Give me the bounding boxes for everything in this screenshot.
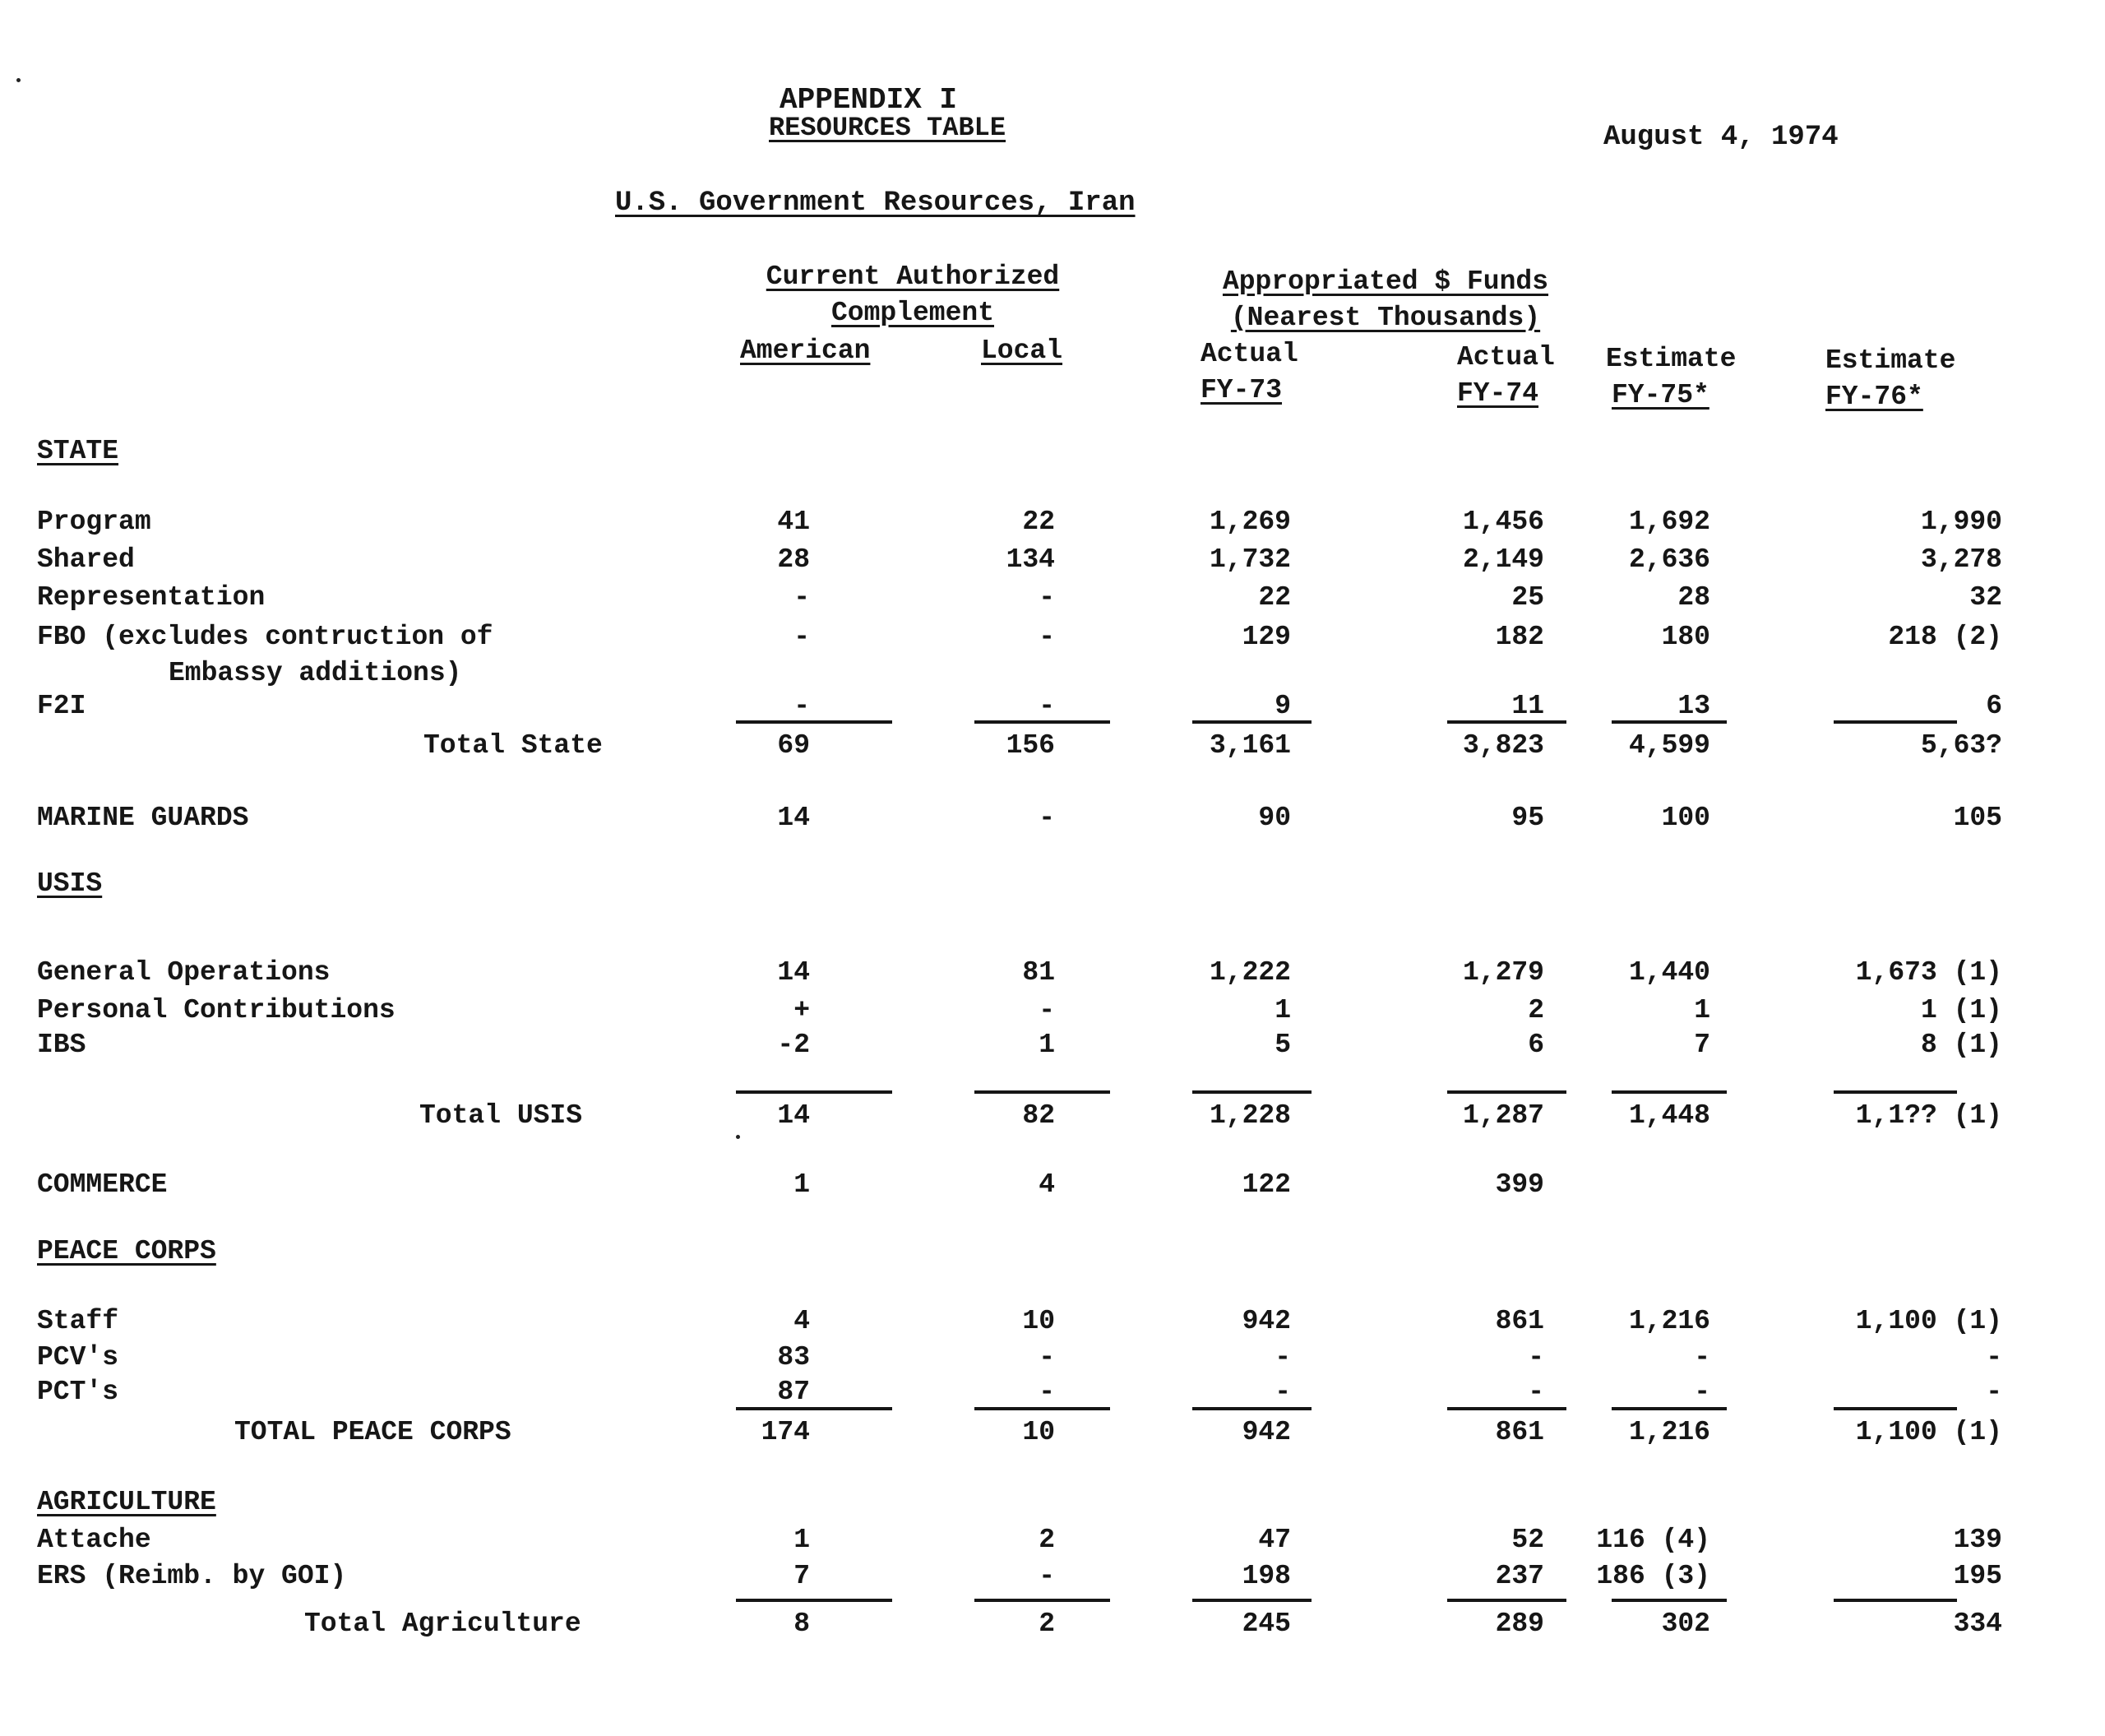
total-rule	[1612, 1407, 1727, 1410]
cell-local: 134	[1006, 544, 1055, 575]
cell-fy75: 302	[1661, 1609, 1710, 1639]
cell-fy75: 1,440	[1628, 957, 1710, 988]
cell-fy76: -	[1986, 1377, 2002, 1407]
total-rule	[1447, 1090, 1566, 1094]
total-label: Total State	[423, 730, 603, 761]
total-rule	[1612, 720, 1727, 724]
cell-fy73: 47	[1258, 1525, 1291, 1555]
cell-fy75: 28	[1677, 582, 1710, 613]
cell-local: -	[1039, 803, 1055, 833]
section-heading: STATE	[37, 436, 119, 466]
cell-fy76: 1,673 (1)	[1855, 957, 2002, 988]
page-title: U.S. Government Resources, Iran	[615, 187, 1136, 219]
cell-american: 14	[777, 1100, 810, 1131]
total-rule	[1834, 1407, 1957, 1410]
total-rule	[736, 1090, 892, 1094]
row-label: Personal Contributions	[37, 995, 396, 1025]
row-label: PCV's	[37, 1342, 119, 1373]
cell-local: 10	[1022, 1417, 1055, 1447]
cell-fy74: 182	[1495, 622, 1544, 652]
cell-fy76: 6	[1986, 691, 2002, 721]
cell-local: 82	[1022, 1100, 1055, 1131]
cell-fy76: 195	[1953, 1561, 2002, 1591]
cell-fy74: 2	[1528, 995, 1544, 1025]
cell-fy73: 942	[1242, 1417, 1291, 1447]
header-fy74-actual: Actual	[1457, 342, 1555, 373]
header-fy76-estimate: Estimate	[1825, 345, 1956, 376]
total-rule	[1192, 720, 1312, 724]
cell-fy74: 1,287	[1462, 1100, 1544, 1131]
cell-local: -	[1039, 1561, 1055, 1591]
cell-fy73: 1,228	[1209, 1100, 1291, 1131]
cell-american: 87	[777, 1377, 810, 1407]
cell-local: 81	[1022, 957, 1055, 988]
cell-fy74: 399	[1495, 1169, 1544, 1200]
header-fy73: FY-73	[1201, 375, 1283, 405]
cell-fy76: 105	[1953, 803, 2002, 833]
document-date: August 4, 1974	[1603, 122, 1839, 153]
cell-fy74: 25	[1511, 582, 1544, 613]
cell-american: 1	[793, 1169, 810, 1200]
header-fy75: FY-75*	[1612, 380, 1709, 410]
cell-fy75: 116 (4)	[1596, 1525, 1710, 1555]
total-label: Total Agriculture	[304, 1609, 581, 1639]
cell-fy75: 2,636	[1628, 544, 1710, 575]
cell-local: -	[1039, 995, 1055, 1025]
cell-american: 1	[793, 1525, 810, 1555]
cell-local: 156	[1006, 730, 1055, 761]
cell-fy73: 198	[1242, 1561, 1291, 1591]
cell-fy74: 1,456	[1462, 507, 1544, 537]
cell-local: 22	[1022, 507, 1055, 537]
total-rule	[1192, 1090, 1312, 1094]
subtitle: RESOURCES TABLE	[769, 113, 1006, 143]
cell-american: -	[793, 691, 810, 721]
cell-fy76: 218 (2)	[1888, 622, 2002, 652]
cell-american: 4	[793, 1306, 810, 1336]
cell-american: +	[793, 995, 810, 1025]
cell-fy73: 129	[1242, 622, 1291, 652]
cell-fy73: 1,732	[1209, 544, 1291, 575]
cell-american: 69	[777, 730, 810, 761]
header-american: American	[740, 336, 871, 366]
cell-fy73: 3,161	[1209, 730, 1291, 761]
cell-fy73: 9	[1275, 691, 1291, 721]
cell-fy74: 289	[1495, 1609, 1544, 1639]
cell-fy75: 1,692	[1628, 507, 1710, 537]
cell-local: 4	[1039, 1169, 1055, 1200]
cell-fy75: -	[1694, 1342, 1710, 1373]
total-rule	[736, 1407, 892, 1410]
cell-american: 8	[793, 1609, 810, 1639]
header-complement: Complement	[830, 298, 995, 328]
cell-american: 83	[777, 1342, 810, 1373]
total-rule	[1447, 1407, 1566, 1410]
total-rule	[1612, 1599, 1727, 1602]
cell-fy74: 861	[1495, 1417, 1544, 1447]
cell-fy74: -	[1528, 1342, 1544, 1373]
total-rule	[1447, 720, 1566, 724]
cell-fy76: 3,278	[1920, 544, 2002, 575]
header-nearest-thousands: (Nearest Thousands)	[1230, 303, 1541, 333]
cell-fy73: 122	[1242, 1169, 1291, 1200]
cell-fy74: -	[1528, 1377, 1544, 1407]
cell-local: -	[1039, 622, 1055, 652]
total-rule	[1834, 1599, 1957, 1602]
cell-fy75: 13	[1677, 691, 1710, 721]
cell-american: 7	[793, 1561, 810, 1591]
total-rule	[1447, 1599, 1566, 1602]
cell-fy73: 245	[1242, 1609, 1291, 1639]
cell-fy76: 1,100 (1)	[1855, 1417, 2002, 1447]
cell-fy74: 2,149	[1462, 544, 1544, 575]
cell-fy75: 186 (3)	[1596, 1561, 1710, 1591]
row-label: Staff	[37, 1306, 119, 1336]
cell-fy73: 942	[1242, 1306, 1291, 1336]
total-rule	[1834, 1090, 1957, 1094]
cell-fy74: 237	[1495, 1561, 1544, 1591]
row-label-continuation: Embassy additions)	[169, 658, 462, 688]
row-label: General Operations	[37, 957, 331, 988]
total-label: TOTAL PEACE CORPS	[234, 1417, 511, 1447]
cell-american: 14	[777, 957, 810, 988]
total-rule	[736, 720, 892, 724]
total-rule	[736, 1599, 892, 1602]
row-label: Program	[37, 507, 151, 537]
total-rule	[1192, 1407, 1312, 1410]
cell-fy74: 11	[1511, 691, 1544, 721]
total-rule	[1834, 720, 1957, 724]
stray-mark	[736, 1135, 740, 1139]
cell-fy73: 22	[1258, 582, 1291, 613]
cell-fy75: 4,599	[1628, 730, 1710, 761]
row-label: Shared	[37, 544, 135, 575]
row-label: F2I	[37, 691, 86, 721]
row-label: Representation	[37, 582, 266, 613]
cell-fy75: -	[1694, 1377, 1710, 1407]
cell-fy74: 1,279	[1462, 957, 1544, 988]
cell-fy75: 180	[1661, 622, 1710, 652]
header-current-authorized: Current Authorized	[766, 262, 1060, 292]
cell-fy75: 1,448	[1628, 1100, 1710, 1131]
total-label: Total USIS	[419, 1100, 583, 1131]
cell-fy76: 1,1?? (1)	[1855, 1100, 2002, 1131]
row-label: COMMERCE	[37, 1169, 168, 1200]
total-rule	[974, 720, 1110, 724]
appendix-title: APPENDIX I	[780, 83, 958, 117]
total-rule	[1192, 1599, 1312, 1602]
cell-fy76: -	[1986, 1342, 2002, 1373]
cell-local: -	[1039, 582, 1055, 613]
cell-fy76: 1,100 (1)	[1855, 1306, 2002, 1336]
header-fy76: FY-76*	[1825, 382, 1923, 412]
cell-fy73: -	[1275, 1342, 1291, 1373]
total-rule	[974, 1599, 1110, 1602]
cell-fy76: 8 (1)	[1920, 1030, 2002, 1060]
cell-fy76: 334	[1953, 1609, 2002, 1639]
total-rule	[974, 1090, 1110, 1094]
cell-local: 2	[1039, 1609, 1055, 1639]
row-label: PCT's	[37, 1377, 119, 1407]
header-local: Local	[981, 336, 1063, 366]
cell-fy74: 52	[1511, 1525, 1544, 1555]
cell-fy74: 3,823	[1462, 730, 1544, 761]
total-rule	[1612, 1090, 1727, 1094]
total-rule	[974, 1407, 1110, 1410]
cell-american: 174	[761, 1417, 810, 1447]
cell-fy75: 7	[1694, 1030, 1710, 1060]
cell-local: 1	[1039, 1030, 1055, 1060]
cell-fy76: 1,990	[1920, 507, 2002, 537]
section-heading: AGRICULTURE	[37, 1487, 216, 1517]
row-label: MARINE GUARDS	[37, 803, 249, 833]
cell-fy76: 139	[1953, 1525, 2002, 1555]
cell-fy75: 100	[1661, 803, 1710, 833]
cell-fy75: 1,216	[1628, 1306, 1710, 1336]
cell-american: -	[793, 582, 810, 613]
cell-fy76: 32	[1969, 582, 2002, 613]
header-appropriated-funds: Appropriated $ Funds	[1222, 266, 1549, 297]
row-label: Attache	[37, 1525, 151, 1555]
cell-local: -	[1039, 1342, 1055, 1373]
cell-local: -	[1039, 1377, 1055, 1407]
cell-local: 2	[1039, 1525, 1055, 1555]
row-label: ERS (Reimb. by GOI)	[37, 1561, 347, 1591]
section-heading: PEACE CORPS	[37, 1236, 216, 1266]
cell-fy74: 95	[1511, 803, 1544, 833]
cell-american: 14	[777, 803, 810, 833]
cell-american: 28	[777, 544, 810, 575]
cell-fy73: 1	[1275, 995, 1291, 1025]
cell-fy73: -	[1275, 1377, 1291, 1407]
cell-fy73: 1,269	[1209, 507, 1291, 537]
header-fy73-actual: Actual	[1201, 339, 1298, 369]
header-fy74: FY-74	[1457, 378, 1539, 409]
cell-fy75: 1	[1694, 995, 1710, 1025]
cell-fy74: 6	[1528, 1030, 1544, 1060]
cell-fy73: 5	[1275, 1030, 1291, 1060]
cell-fy76: 1 (1)	[1920, 995, 2002, 1025]
stray-mark	[16, 78, 21, 82]
cell-american: -	[793, 622, 810, 652]
cell-fy73: 90	[1258, 803, 1291, 833]
section-heading: USIS	[37, 868, 103, 899]
cell-local: -	[1039, 691, 1055, 721]
header-fy75-estimate: Estimate	[1606, 344, 1737, 374]
row-label: IBS	[37, 1030, 86, 1060]
cell-fy74: 861	[1495, 1306, 1544, 1336]
cell-local: 10	[1022, 1306, 1055, 1336]
cell-american: -2	[777, 1030, 810, 1060]
cell-fy73: 1,222	[1209, 957, 1291, 988]
cell-fy75: 1,216	[1628, 1417, 1710, 1447]
cell-fy76: 5,63?	[1920, 730, 2002, 761]
cell-american: 41	[777, 507, 810, 537]
row-label: FBO (excludes contruction of	[37, 622, 493, 652]
